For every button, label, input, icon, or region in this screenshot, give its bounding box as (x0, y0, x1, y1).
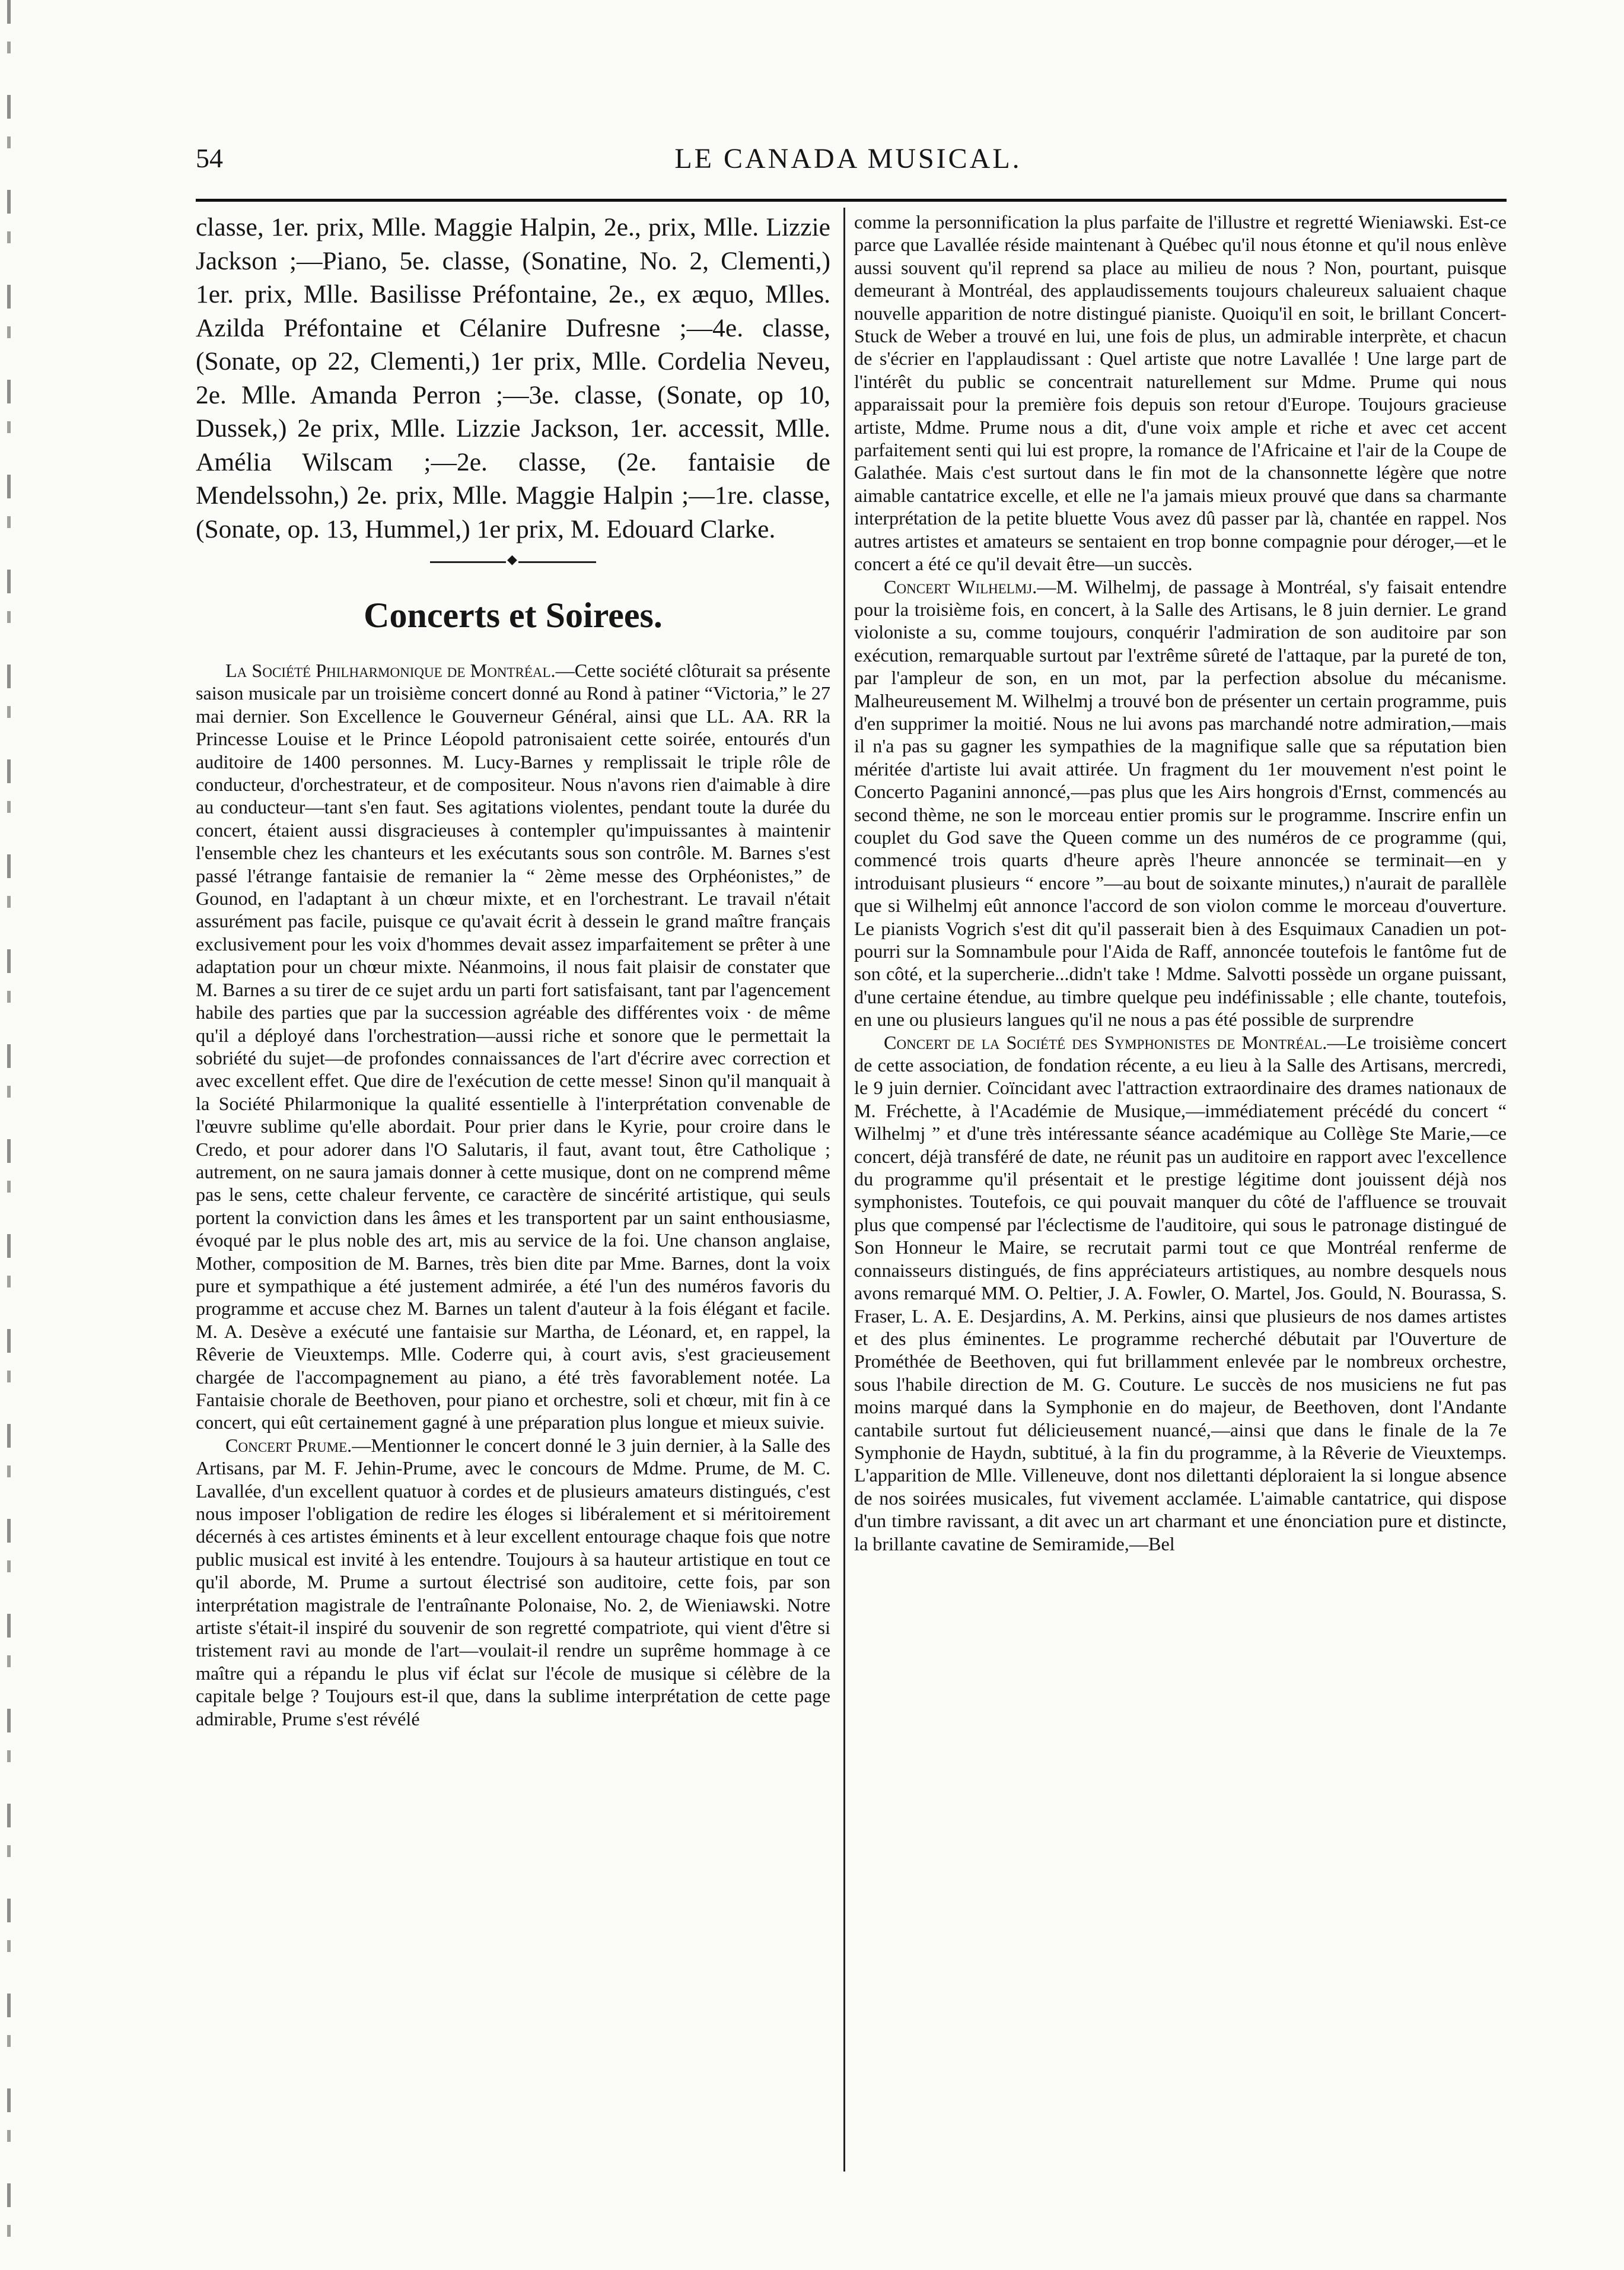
article-concert-prume (196, 1434, 830, 1730)
article-lead: La Société Philharmonique de Montréal. (225, 660, 556, 681)
running-title: LE CANADA MUSICAL. (674, 143, 1022, 174)
right-column (854, 211, 1507, 2180)
header-rule (196, 199, 1507, 202)
column-divider (843, 208, 845, 2172)
article-concert-wilhelmj (854, 576, 1507, 1031)
page-number: 54 (196, 143, 223, 173)
article-body: —M. Wilhelmj, de passage à Montréal, s'y faisait entendre pour la troisième fois, en concert, à la Salle des Artisans, le 8 juin dernier. Le grand violoniste a su, comme toujours, conquérir l'admiration de son auditoire par son exécution, remarquable surtout par l'extrême sûreté de l'attaque, par la pureté de ton, par l'ampleur de son, en un mot, par la perfection absolue du mécanisme. Malheureusement M. Wilhelmj a trouvé bon de présenter un certain programme, puis d'en supprimer la moitié. Nous ne lui avons pas marchandé notre admiration,—mais il n'a pas su gagner les sympathies de la magnifique salle que sa réputation bien méritée d'artiste lui avait attirée. Un fragment du 1er mouvement n'est point le Concerto Paganini annoncé,—pas plus que les Airs hongrois d'Ernst, commencés au second thème, ne son le morceau entier promis sur le programme. Inscrire enfin un couplet du God save the Queen comme un des numéros de ce programme (qui, commencé trois quarts d'heure après l'heure annoncée se terminait—en y introduisant plusieurs “ encore ”—au bout de soixante minutes,) n'aurait de parallèle que si Wilhelmj eût annonce l'accord de son violon comme le morceau d'ouverture. Le pianists Vogrich s'est dit qu'il passerait bien à des Esquimaux Canadien un pot-pourri sur la Somnambule pour l'Aida de Raff, annoncée toutefois le fantôme fut de son côté, et la supercherie...didn't take ! Mdme. Salvotti possède un organe puissant, d'une certaine étendue, au timbre quelque peu indéfinissable ; elle chante, toutefois, en une ou plusieurs langues qu'il ne nous a pas été possible de surprendre (854, 576, 1507, 1031)
article-body: —Le troisième concert de cette association, de fondation récente, a eu lieu à la Salle des Artisans, mercredi, le 9 juin dernier. Coïncidant avec l'attraction extraordinaire des drames nationaux de M. Fréchette, à l'Académie de Musique,—immédiatement précédé du concert “ Wilhelmj ” et d'une très intéressante séance académique au Collège Ste Marie,—ce concert, déjà transféré de date, ne réunit pas un auditoire en rapport avec l'excellence du programme qu'il présentait et le prestige légitime dont jouissent déjà nos symphonistes. Toutefois, ce qui pouvait manquer du côté de l'affluence se trouvait plus que compensé par l'éclectisme de l'auditoire, qui sous le patronage distingué de Son Honneur le Maire, se recrutait parmi tout ce que Montréal renferme de connaisseurs distingués, de fins appréciateurs artistiques, au nombre desquels nous avons remarqué MM. O. Peltier, J. A. Fowler, O. Martel, Jos. Gould, N. Bourassa, S. Fraser, L. A. E. Desjardins, A. M. Perkins, ainsi que plusieurs de nos dames artistes et des plus éminentes. Le programme recherché débutait par l'Ouverture de Prométhée de Beethoven, qui fut brillamment enlevée par le nombreux orchestre, sous l'habile direction de M. G. Couture. Le succès de nos musiciens ne fut pas moins marqué dans la Symphonie en do majeur, de Beethoven, dont l'Andante cantabile surtout fut délicieusement nuancé,—ainsi que dans le finale de la 7e Symphonie de Haydn, subtitué, à la fin du programme, à la Rêverie de Vieuxtemps. L'apparition de Mlle. Villeneuve, dont nos dilettanti déploraient la si longue absence de nos soirées musicales, fut vivement acclamée. L'aimable cantatrice, qui dispose d'un timbre ravissant, a dit avec un art charmant et une énonciation pure et distincte, la brillante cavatine de Semiramide,—Bel (854, 1031, 1507, 1554)
article-lead: Concert Prume. (225, 1434, 352, 1456)
article-symphonistes (854, 1031, 1507, 1555)
section-title: Concerts et Soirees. (364, 596, 663, 635)
article-body: —Cette société clôturait sa présente saison musicale par un troisième concert donné au Rond à patiner “Victoria,” le 27 mai dernier. Son Excellence le Gouverneur Général, ainsi que LL. AA. RR la Princesse Louise et le Prince Léopold patronisaient cette soirée, entourés d'un auditoire de 1400 personnes. M. Lucy-Barnes y remplissait le triple rôle de conducteur, d'orchestrateur, et de compositeur. Nous n'avons rien d'aimable à dire au conducteur—tant s'en faut. Ses agitations violentes, pendant toute la durée du concert, étaient aussi disgracieuses à contempler qu'impuissantes à maintenir l'ensemble chez les chanteurs et les exécutants sous son contrôle. M. Barnes s'est passé l'étrange fantaisie de remanier la “ 2ème messe des Orphéonistes,” de Gounod, en l'adaptant à un chœur mixte, et en l'orchestrant. Le travail n'était assurément pas facile, puisque ce qu'avait écrit à dessein le grand maître français exclusivement pour les voix d'hommes devait assez imparfaitement se prêter à une adaptation pour un chœur mixte. Néanmoins, il nous fait plaisir de constater que M. Barnes a su tirer de ce sujet ardu un parti fort satisfaisant, tant par l'agencement habile des parties que par la succession agréable des différentes voix · de même qu'il a déployé dans l'orchestration—aussi riche et sonore que le permettait la sobriété du sujet—de profondes connaissances de l'art d'écrire avec correction et avec excellent effet. Que dire de l'exécution de cette messe! Sinon qu'il manquait à la Société Philarmonique la qualité essentielle à l'interprétation convenable de l'œuvre sublime qu'elle abordait. Pour prier dans le Kyrie, pour croire dans le Credo, et pour adorer dans l'O Salutaris, il faut, avant tout, être Catholique ; autrement, on ne saura jamais donner à cette musique, dont on ne comprend même pas le sens, cette chaleur fervente, ce caractère de sincérité artistique, qui seuls portent la conviction dans les âmes et les transportent par un saint enthousiasme, évoqué par le plus noble des art, mis au service de la foi. Une chanson anglaise, Mother, composition de M. Barnes, très bien dite par Mme. Barnes, dont la voix pure et sympathique a été justement admirée, a été l'un des numéros favoris du programme et accuse chez M. Barnes un talent d'auteur à la fois élégant et facile. M. A. Desève a exécuté une fantaisie sur Martha, de Léonard, et, en rappel, la Rêverie de Vieuxtemps. Mlle. Coderre qui, à court avis, s'est gracieusement chargée de l'accompagnement au piano, a été très favorablement notée. La Fantaisie chorale de Beethoven, pour piano et orchestre, soli et chœur, mit fin à ce concert, qui eût certainement gagné à une préparation plus longue et mieux suivie. (196, 660, 830, 1433)
article-lead: Concert Wilhelmj. (884, 576, 1037, 597)
article-body: —Mentionner le concert donné le 3 juin dernier, à la Salle des Artisans, par M. F. Jehin-Prume, avec le concours de Mdme. Prume, de M. C. Lavallée, d'un excellent quatuor à cordes et de plusieurs amateurs distingués, c'est nous imposer l'obligation de redire les éloges si libéralement et si méritoirement décernés à ces artistes éminents et à leur excellent entourage chaque fois que notre public musical est invité à les entendre. Toujours à sa hauteur artistique en tout ce qu'il aborde, M. Prume a surtout électrisé son auditoire, cette fois, par son interprétation magistrale de l'entraînante Polonaise, No. 2, de Wieniawski. Notre artiste s'était-il inspiré du souvenir de son regretté compatriote, qui vient d'être si tristement ravi au monde de l'art—voulait-il rendre un suprême hommage à ce maître qui a répandu le plus vif éclat sur l'école de musique si célèbre de la capitale belge ? Toujours est-il que, dans la sublime interprétation de cette page admirable, Prume s'est révélé (196, 1434, 830, 1729)
left-column (196, 211, 830, 2180)
prize-list-paragraph: classe, 1er. prix, Mlle. Maggie Halpin, 2e., prix, Mlle. Lizzie Jackson ;—Piano, 5e. classe, (Sonatine, No. 2, Clementi,) 1er. prix, Mlle. Basilisse Préfontaine, 2e., ex æquo, Mlles. Azilda Préfontaine et Célanire Dufresne ;—4e. classe, (Sonate, op 22, Clementi,) 1er prix, Mlle. Cordelia Neveu, 2e. Mlle. Amanda Perron ;—3e. classe, (Sonate, op 10, Dussek,) 2e prix, Mlle. Lizzie Jackson, 1er. accessit, Mlle. Amélia Wilscam ;—2e. classe, (2e. fantaisie de Mendelssohn,) 2e. prix, Mlle. Maggie Halpin ;—1re. classe, (Sonate, op. 13, Hummel,) 1er prix, M. Edouard Clarke. (196, 213, 830, 543)
article-lead: Concert de la Société des Symphonistes de Montréal. (884, 1031, 1327, 1053)
article-prume-continued: comme la personnification la plus parfaite de l'illustre et regretté Wieniawski. Est-ce parce que Lavallée réside maintenant à Québec qu'il nous étonne et qu'il nous enlève aussi souvent qu'il reprend sa place au milieu de nous ? Non, pourtant, puisque demeurant à Montréal, des applaudissements toujours chaleureux saluaient chaque nouvelle apparition de notre distingué pianiste. Quoiqu'il en soit, le brillant Concert-Stuck de Weber a trouvé en lui, une fois de plus, un admirable interprète, et chacun de s'écrier en l'applaudissant : Quel artiste que notre Lavallée ! Une large part de l'intérêt du public se concentrait naturellement sur Mdme. Prume qui nous apparaissait pour la première fois depuis son retour d'Europe. Toujours gracieuse artiste, Mdme. Prume nous a dit, d'une voix ample et riche et avec cet accent parfaitement senti qui lui est propre, la romance de l'Africaine et l'air de la Coupe de Galathée. Mais c'est surtout dans le fin mot de la chansonnette légère que notre aimable cantatrice excelle, et elle ne l'a jamais mieux prouvé que dans sa charmante interprétation de la petite bluette Vous avez dû passer par là, chantée en rappel. Nos autres artistes et amateurs se sentaient en trop bonne compagnie pour déroger,—et le concert a été ce qu'il devait être—un succès. (854, 211, 1507, 575)
page-header (196, 142, 1501, 184)
scan-binding-edge (7, 0, 11, 2270)
article-philharmonique (196, 659, 830, 1434)
section-ornament-rule (430, 561, 596, 563)
